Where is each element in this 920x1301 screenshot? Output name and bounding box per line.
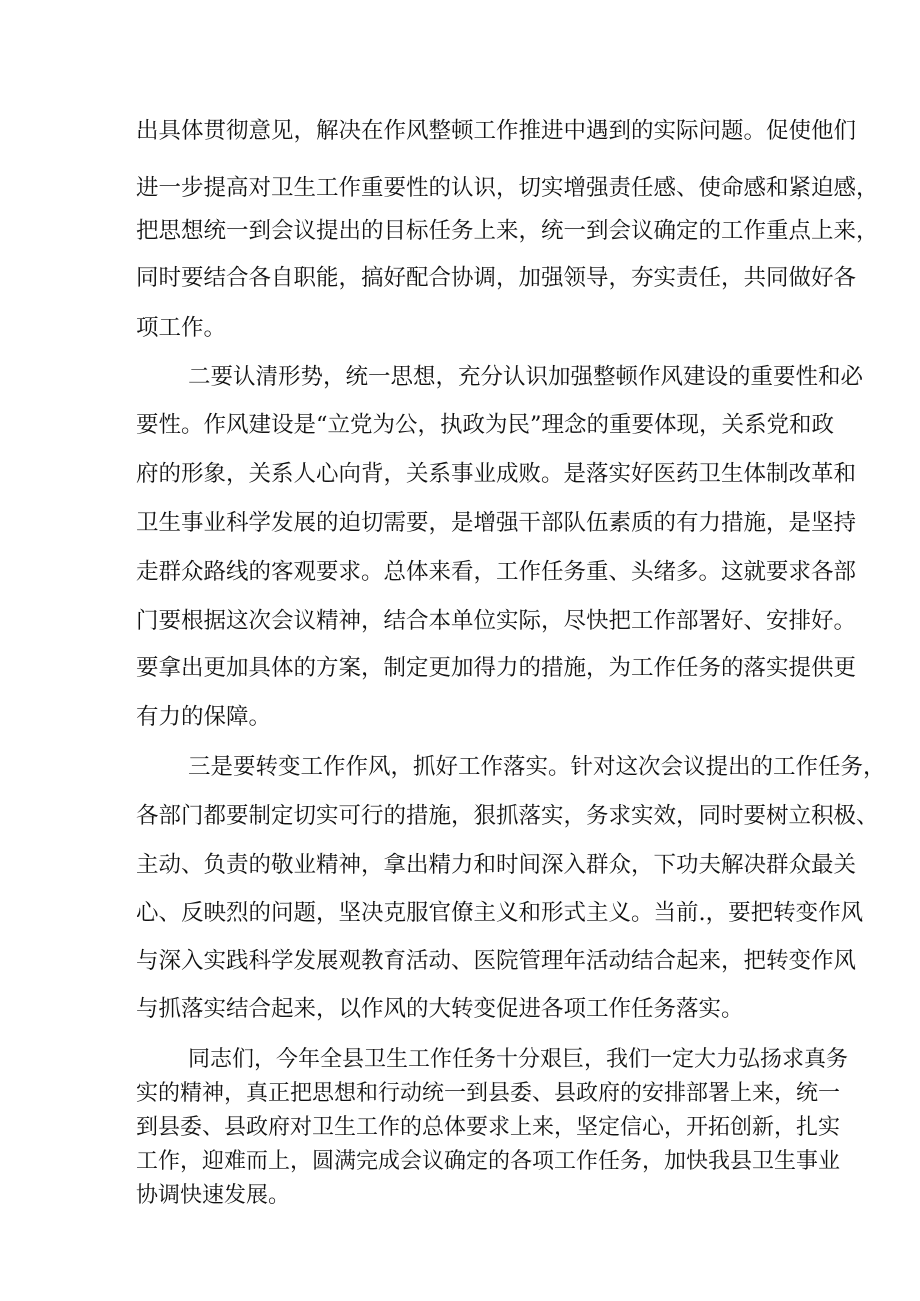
text-line: 卫生事业科学发展的迫切需要，是增强干部队伍素质的有力措施，是坚持 [136,510,857,536]
text-line: 出具体贯彻意见，解决在作风整顿工作推进中遇到的实际问题。促使他们 [136,118,857,144]
text-line: 同时要结合各自职能，搞好配合协调，加强领导，夯实责任，共同做好各 [136,265,857,291]
text-line: 与抓落实结合起来，以作风的大转变促进各项工作任务落实。 [136,996,744,1022]
text-line: 要性。作风建设是“立党为公，执政为民”理念的重要体现，关系党和政 [136,412,835,438]
text-line: 项工作。 [136,315,227,341]
text-line: 同志们，今年全县卫生工作任务十分艰巨，我们一定大力弘扬求真务 [188,1047,849,1072]
text-line: 与深入实践科学发展观教育活动、医院管理年活动结合起来，把转变作风 [136,948,857,974]
text-line: 到县委、县政府对卫生工作的总体要求上来，坚定信心，开拓创新，扎实 [136,1115,841,1140]
text-line: 各部门都要制定切实可行的措施，狠抓落实，务求实效，同时要树立积极、 [136,803,879,829]
text-line: 主动、负责的敬业精神，拿出精力和时间深入群众，下功夫解决群众最关 [136,852,857,878]
text-line: 心、反映烈的问题，坚决克服官僚主义和形式主义。当前.，要把转变作风 [136,900,864,926]
text-line: 把思想统一到会议提出的目标任务上来，统一到会议确定的工作重点上来， [136,218,879,244]
text-line: 进一步提高对卫生工作重要性的认识，切实增强责任感、使命感和紧迫感， [136,175,879,201]
text-line: 要拿出更加具体的方案，制定更加得力的措施，为工作任务的落实提供更 [136,655,857,681]
text-line: 协调快速发展。 [136,1183,291,1208]
text-line: 府的形象，关系人心向背，关系事业成败。是落实好医药卫生体制改革和 [136,461,857,487]
text-line: 工作，迎难而上，圆满完成会议确定的各项工作任务，加快我县卫生事业 [136,1149,841,1174]
text-line: 门要根据这次会议精神，结合本单位实际，尽快把工作部署好、安排好。 [136,608,857,634]
text-line: 实的精神，真正把思想和行动统一到县委、县政府的安排部署上来，统一 [136,1081,841,1106]
text-line: 三是要转变工作作风，抓好工作落实。针对这次会议提出的工作任务， [188,754,886,780]
text-line: 走群众路线的客观要求。总体来看，工作任务重、头绪多。这就要求各部 [136,559,857,585]
text-line: 有力的保障。 [136,704,272,730]
text-line: 二要认清形势，统一思想，充分认识加强整顿作风建设的重要性和必 [188,364,864,390]
